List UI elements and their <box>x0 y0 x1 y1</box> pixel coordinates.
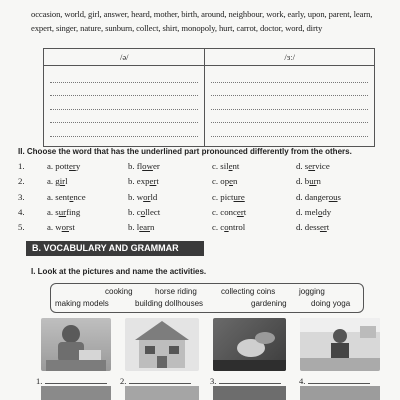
word-box-item: making models <box>55 299 109 308</box>
option-text: y <box>75 161 81 171</box>
column-header-er: /ɜː/ <box>205 49 375 66</box>
word-list: occasion, world, girl, answer, heard, mother, birth, around, neighbour, work, early, upon, parent, learn, expert, singer, nature, sunburn, collect, shirt, monopoly, hurt, carrot, doctor, word, dirty <box>31 9 373 33</box>
option-text: nt <box>232 161 240 171</box>
option-text: b. w <box>128 191 144 202</box>
option-text: c. sil <box>212 161 229 171</box>
answer-1[interactable]: 1. <box>36 375 107 386</box>
underlined-part: ou <box>328 191 338 202</box>
answer-3[interactable]: 3. <box>210 375 281 386</box>
option-text: a. sent <box>47 191 70 202</box>
option-text: d. dess <box>296 222 320 233</box>
word-box-item: building dollhouses <box>135 299 204 308</box>
option-text: t <box>156 176 159 187</box>
photo-making-models <box>41 318 111 371</box>
question-number: 2. <box>18 176 25 187</box>
underlined-part: er <box>319 222 327 233</box>
option-text: b. l <box>128 222 140 233</box>
column-header-schwa: /ə/ <box>44 49 205 66</box>
option-a[interactable] <box>47 207 80 217</box>
option-b[interactable] <box>128 207 160 217</box>
option-text: t <box>326 222 330 233</box>
option-d[interactable] <box>296 192 341 202</box>
word-box-item: jogging <box>299 287 325 296</box>
option-text: b. fl <box>128 161 143 171</box>
option-text: c. pict <box>212 191 234 202</box>
underlined-part: e <box>228 161 233 171</box>
option-text: d. mel <box>296 206 318 217</box>
question-number: 5. <box>18 222 25 233</box>
option-text: a. g <box>47 176 60 187</box>
option-b[interactable] <box>128 176 159 186</box>
section-b-banner: B. VOCABULARY AND GRAMMAR <box>26 241 204 256</box>
underlined-part: er <box>308 161 316 171</box>
option-text: a. pott <box>47 161 69 171</box>
underlined-part: e <box>69 191 74 202</box>
photo-partial <box>41 386 111 400</box>
option-text: ntrol <box>228 222 246 233</box>
answer-area-schwa[interactable] <box>44 66 205 147</box>
option-text: b. c <box>128 206 141 217</box>
photo-building-dollhouses <box>125 318 199 371</box>
option-text: d. b <box>296 176 310 187</box>
option-b[interactable] <box>128 161 160 171</box>
option-text: dy <box>322 206 332 217</box>
underlined-part: o <box>140 206 146 217</box>
underlined-part: ur <box>58 206 67 217</box>
underlined-part: er <box>69 161 76 171</box>
option-c[interactable] <box>212 222 245 232</box>
option-b[interactable] <box>128 192 157 202</box>
answer-2[interactable]: 2. <box>120 375 191 386</box>
option-text: ld <box>150 191 158 202</box>
option-a[interactable] <box>47 222 75 232</box>
option-text: a. w <box>47 222 62 233</box>
underlined-part: ow <box>142 161 153 171</box>
underlined-part: e <box>229 176 234 187</box>
photo-cooking <box>300 318 380 371</box>
option-text: st <box>68 222 75 233</box>
underlined-part: ir <box>59 176 66 187</box>
word-box-item: collecting coins <box>221 287 276 296</box>
answer-area-er[interactable] <box>205 66 375 147</box>
option-text: c. op <box>212 176 230 187</box>
photo-partial <box>125 386 199 400</box>
word-box-item: horse riding <box>155 287 197 296</box>
photo-partial <box>213 386 286 400</box>
underlined-part: or <box>143 191 151 202</box>
section-ii-instruction: II. Choose the word that has the underlined part pronounced differently from the others. <box>18 147 352 156</box>
question-number: 4. <box>18 206 25 217</box>
phonetic-table <box>43 48 375 147</box>
option-c[interactable] <box>212 192 245 202</box>
answer-4[interactable]: 4. <box>299 375 370 386</box>
option-a[interactable] <box>47 192 86 202</box>
option-d[interactable] <box>296 207 331 217</box>
option-text: c. c <box>212 222 225 233</box>
option-text: a. s <box>47 206 59 217</box>
option-c[interactable] <box>212 176 237 186</box>
option-text: nce <box>73 191 86 202</box>
option-text: llect <box>145 206 161 217</box>
option-text: s <box>337 191 341 202</box>
option-c[interactable] <box>212 207 246 217</box>
underlined-part: o <box>318 206 323 217</box>
option-b[interactable] <box>128 222 154 232</box>
option-text: n <box>233 176 238 187</box>
option-text: b. exp <box>128 176 150 187</box>
option-d[interactable] <box>296 222 329 232</box>
option-text: d. danger <box>296 191 329 202</box>
photo-gardening <box>213 318 286 371</box>
option-a[interactable] <box>47 161 80 171</box>
photo-partial <box>300 386 380 400</box>
underlined-part: ur <box>309 176 317 187</box>
underlined-part: o <box>224 222 229 233</box>
underlined-part: er <box>236 206 244 217</box>
option-text: n <box>316 176 321 187</box>
option-text: fing <box>66 206 81 217</box>
option-c[interactable] <box>212 161 239 171</box>
underlined-part: ear <box>139 222 150 233</box>
underlined-part: or <box>61 222 69 233</box>
question-number: 1. <box>18 161 25 171</box>
option-text: c. conc <box>212 206 237 217</box>
option-text: n <box>150 222 155 233</box>
option-text: vice <box>315 161 330 171</box>
option-text: d. s <box>296 161 309 171</box>
word-box-item: gardening <box>251 299 287 308</box>
option-text: er <box>152 161 160 171</box>
question-number: 3. <box>18 191 25 202</box>
underlined-part: ure <box>233 191 245 202</box>
underlined-part: er <box>149 176 157 187</box>
option-text: t <box>243 206 247 217</box>
option-d[interactable] <box>296 161 330 171</box>
word-box-item: cooking <box>105 287 133 296</box>
option-a[interactable] <box>47 176 68 186</box>
word-box <box>50 283 364 313</box>
section-b-instruction: I. Look at the pictures and name the activities. <box>31 267 207 276</box>
word-box-item: doing yoga <box>311 299 351 308</box>
option-d[interactable] <box>296 176 321 186</box>
option-text: l <box>65 176 68 187</box>
